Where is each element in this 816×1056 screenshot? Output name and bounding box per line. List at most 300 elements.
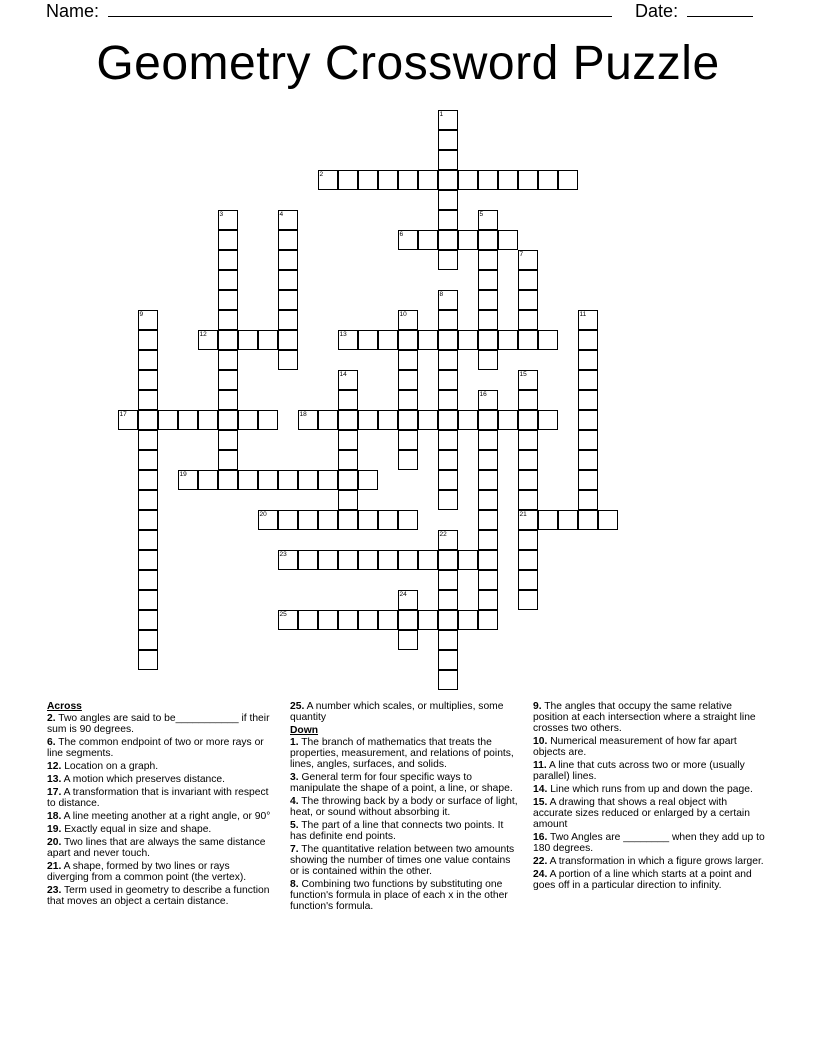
grid-cell[interactable] <box>138 310 158 330</box>
clue-text: A transformation that is invariant with respect to distance. <box>47 787 269 809</box>
grid-cell[interactable] <box>398 410 418 430</box>
grid-cell[interactable] <box>238 330 258 350</box>
grid-cell[interactable] <box>218 230 238 250</box>
cell-number: 15 <box>519 370 527 378</box>
down-heading: Down <box>290 725 319 736</box>
clues-column-1 <box>47 701 272 909</box>
grid-cell[interactable] <box>398 390 418 410</box>
grid-cell[interactable] <box>438 170 458 190</box>
grid-cell[interactable] <box>278 310 298 330</box>
grid-cell[interactable] <box>138 590 158 610</box>
grid-cell[interactable] <box>458 410 478 430</box>
grid-cell[interactable] <box>218 330 238 350</box>
cell-number: 10 <box>399 310 407 318</box>
grid-cell[interactable] <box>438 310 458 330</box>
clue-number: 13. <box>47 774 62 785</box>
grid-cell[interactable] <box>478 410 498 430</box>
grid-cell[interactable] <box>318 410 338 430</box>
grid-cell[interactable] <box>398 450 418 470</box>
grid-cell[interactable] <box>398 630 418 650</box>
grid-cell[interactable] <box>518 310 538 330</box>
grid-cell[interactable] <box>318 470 338 490</box>
grid-cell[interactable] <box>298 410 318 430</box>
grid-cell[interactable] <box>438 490 458 510</box>
grid-cell[interactable] <box>138 530 158 550</box>
cell-number: 7 <box>519 250 524 258</box>
grid-cell[interactable] <box>138 330 158 350</box>
grid-cell[interactable] <box>358 410 378 430</box>
grid-cell[interactable] <box>478 530 498 550</box>
grid-cell[interactable] <box>438 550 458 570</box>
grid-cell[interactable] <box>598 510 618 530</box>
grid-cell[interactable] <box>578 330 598 350</box>
grid-cell[interactable] <box>398 610 418 630</box>
cell-number: 20 <box>259 510 267 518</box>
grid-cell[interactable] <box>378 330 398 350</box>
grid-cell[interactable] <box>338 470 358 490</box>
grid-cell[interactable] <box>558 510 578 530</box>
grid-cell[interactable] <box>138 430 158 450</box>
grid-cell[interactable] <box>338 330 358 350</box>
clue-text: A portion of a line which starts at a point and goes off in a particular direction to infinity. <box>533 869 752 891</box>
grid-cell[interactable] <box>138 570 158 590</box>
grid-cell[interactable] <box>518 450 538 470</box>
grid-cell[interactable] <box>298 550 318 570</box>
grid-cell[interactable] <box>338 450 358 470</box>
grid-cell[interactable] <box>518 410 538 430</box>
grid-cell[interactable] <box>198 330 218 350</box>
grid-cell[interactable] <box>438 430 458 450</box>
clue-number: 2. <box>47 713 56 724</box>
cell-number: 11 <box>579 310 587 318</box>
grid-cell[interactable] <box>478 610 498 630</box>
grid-cell[interactable] <box>378 550 398 570</box>
grid-cell[interactable] <box>218 450 238 470</box>
grid-cell[interactable] <box>438 250 458 270</box>
cell-number: 2 <box>319 170 324 178</box>
grid-cell[interactable] <box>338 170 358 190</box>
cell-number: 6 <box>399 230 404 238</box>
grid-cell[interactable] <box>278 350 298 370</box>
grid-cell[interactable] <box>478 230 498 250</box>
grid-cell[interactable] <box>458 330 478 350</box>
clue-text: The part of a line that connects two points. It has definite end points. <box>290 820 504 842</box>
clue-number: 6. <box>47 737 56 748</box>
clue-number: 10. <box>533 736 548 747</box>
clue-number: 1. <box>290 737 299 748</box>
grid-cell[interactable] <box>558 170 578 190</box>
cell-number: 5 <box>479 210 484 218</box>
clues-column-3 <box>533 701 767 893</box>
grid-cell[interactable] <box>318 170 338 190</box>
grid-cell[interactable] <box>478 250 498 270</box>
name-label: Name: <box>46 1 100 21</box>
grid-cell[interactable] <box>278 230 298 250</box>
grid-cell[interactable] <box>358 550 378 570</box>
grid-cell[interactable] <box>418 330 438 350</box>
grid-cell[interactable] <box>138 470 158 490</box>
grid-cell[interactable] <box>378 410 398 430</box>
grid-cell[interactable] <box>398 170 418 190</box>
clue-text: A drawing that shows a real object with accurate sizes reduced or enlarged by a certain amount <box>533 797 750 830</box>
grid-cell[interactable] <box>358 330 378 350</box>
clue-text: A line meeting another at a right angle, or 90° <box>61 811 271 822</box>
grid-cell[interactable] <box>418 230 438 250</box>
grid-cell[interactable] <box>458 230 478 250</box>
grid-cell[interactable] <box>578 450 598 470</box>
clue-number: 12. <box>47 761 62 772</box>
grid-cell[interactable] <box>478 510 498 530</box>
clue-text: Two angles are said to be___________ if their sum is 90 degrees. <box>47 713 270 735</box>
grid-cell[interactable] <box>518 290 538 310</box>
grid-cell[interactable] <box>478 550 498 570</box>
across-clue <box>47 811 272 822</box>
grid-cell[interactable] <box>338 370 358 390</box>
grid-cell[interactable] <box>218 290 238 310</box>
grid-cell[interactable] <box>458 170 478 190</box>
grid-cell[interactable] <box>358 610 378 630</box>
grid-cell[interactable] <box>298 470 318 490</box>
clue-text: Two lines that are always the same distance apart and never touch. <box>47 837 266 859</box>
grid-cell[interactable] <box>578 510 598 530</box>
grid-cell[interactable] <box>478 290 498 310</box>
grid-cell[interactable] <box>138 650 158 670</box>
grid-cell[interactable] <box>398 510 418 530</box>
grid-cell[interactable] <box>398 550 418 570</box>
grid-cell[interactable] <box>398 590 418 610</box>
grid-cell[interactable] <box>398 430 418 450</box>
grid-cell[interactable] <box>318 550 338 570</box>
clue-number: 22. <box>533 856 548 867</box>
grid-cell[interactable] <box>578 490 598 510</box>
grid-cell[interactable] <box>138 510 158 530</box>
grid-cell[interactable] <box>238 410 258 430</box>
grid-cell[interactable] <box>278 330 298 350</box>
clue-number: 20. <box>47 837 62 848</box>
grid-cell[interactable] <box>498 230 518 250</box>
cell-number: 12 <box>199 330 207 338</box>
clues-column-2 <box>290 701 522 914</box>
grid-cell[interactable] <box>278 270 298 290</box>
grid-cell[interactable] <box>578 470 598 490</box>
grid-cell[interactable] <box>278 290 298 310</box>
grid-cell[interactable] <box>538 510 558 530</box>
grid-cell[interactable] <box>438 330 458 350</box>
grid-cell[interactable] <box>438 630 458 650</box>
grid-cell[interactable] <box>258 470 278 490</box>
grid-cell[interactable] <box>398 330 418 350</box>
grid-cell[interactable] <box>338 550 358 570</box>
clue-number: 5. <box>290 820 299 831</box>
clue-number: 18. <box>47 811 62 822</box>
grid-cell[interactable] <box>398 310 418 330</box>
grid-cell[interactable] <box>438 590 458 610</box>
grid-cell[interactable] <box>478 430 498 450</box>
grid-cell[interactable] <box>118 410 138 430</box>
grid-cell[interactable] <box>138 450 158 470</box>
grid-cell[interactable] <box>518 250 538 270</box>
down-clue <box>533 760 767 782</box>
across-clue <box>47 737 272 759</box>
grid-cell[interactable] <box>138 410 158 430</box>
grid-cell[interactable] <box>218 310 238 330</box>
grid-cell[interactable] <box>138 630 158 650</box>
clue-text: A line that cuts across two or more (usually parallel) lines. <box>533 760 745 782</box>
grid-cell[interactable] <box>478 470 498 490</box>
grid-cell[interactable] <box>438 230 458 250</box>
across-clue <box>47 787 272 809</box>
grid-cell[interactable] <box>518 430 538 450</box>
grid-cell[interactable] <box>438 390 458 410</box>
grid-cell[interactable] <box>518 470 538 490</box>
grid-cell[interactable] <box>538 170 558 190</box>
grid-cell[interactable] <box>318 510 338 530</box>
grid-cell[interactable] <box>478 490 498 510</box>
grid-cell[interactable] <box>218 210 238 230</box>
grid-cell[interactable] <box>478 390 498 410</box>
across-clue <box>47 885 272 907</box>
grid-cell[interactable] <box>438 290 458 310</box>
across-clue-list-continued <box>290 701 522 723</box>
grid-cell[interactable] <box>518 170 538 190</box>
down-clue <box>533 736 767 758</box>
grid-cell[interactable] <box>218 390 238 410</box>
grid-cell[interactable] <box>138 350 158 370</box>
cell-number: 24 <box>399 590 407 598</box>
grid-cell[interactable] <box>478 330 498 350</box>
grid-cell[interactable] <box>478 210 498 230</box>
grid-cell[interactable] <box>438 470 458 490</box>
grid-cell[interactable] <box>298 510 318 530</box>
cell-number: 1 <box>439 110 444 118</box>
clue-text: A number which scales, or multiplies, some quantity <box>290 701 504 723</box>
grid-cell[interactable] <box>218 430 238 450</box>
clue-text: A shape, formed by two lines or rays diverging from a common point (the vertex). <box>47 861 247 883</box>
grid-cell[interactable] <box>278 210 298 230</box>
grid-cell[interactable] <box>538 410 558 430</box>
grid-cell[interactable] <box>438 410 458 430</box>
grid-cell[interactable] <box>518 550 538 570</box>
grid-cell[interactable] <box>358 510 378 530</box>
grid-cell[interactable] <box>578 410 598 430</box>
grid-cell[interactable] <box>258 410 278 430</box>
grid-cell[interactable] <box>438 610 458 630</box>
grid-cell[interactable] <box>138 490 158 510</box>
clue-text: The throwing back by a body or surface of light, heat, or sound without absorbing it. <box>290 796 518 818</box>
grid-cell[interactable] <box>478 450 498 470</box>
grid-cell[interactable] <box>478 270 498 290</box>
grid-cell[interactable] <box>498 170 518 190</box>
across-clue-list <box>47 713 272 907</box>
grid-cell[interactable] <box>518 510 538 530</box>
grid-cell[interactable] <box>178 410 198 430</box>
grid-cell[interactable] <box>438 110 458 130</box>
grid-cell[interactable] <box>578 310 598 330</box>
down-clue <box>290 772 522 794</box>
down-clue <box>290 820 522 842</box>
grid-cell[interactable] <box>398 350 418 370</box>
down-clue <box>533 701 767 734</box>
grid-cell[interactable] <box>138 390 158 410</box>
grid-cell[interactable] <box>518 490 538 510</box>
across-clue <box>47 774 272 785</box>
grid-cell[interactable] <box>518 270 538 290</box>
grid-cell[interactable] <box>438 530 458 550</box>
grid-cell[interactable] <box>298 610 318 630</box>
across-clue <box>290 701 522 723</box>
grid-cell[interactable] <box>198 470 218 490</box>
grid-cell[interactable] <box>218 410 238 430</box>
grid-cell[interactable] <box>478 310 498 330</box>
grid-cell[interactable] <box>578 350 598 370</box>
grid-cell[interactable] <box>338 410 358 430</box>
clue-number: 14. <box>533 784 548 795</box>
grid-cell[interactable] <box>378 610 398 630</box>
grid-cell[interactable] <box>278 510 298 530</box>
grid-cell[interactable] <box>238 470 258 490</box>
clue-text: General term for four specific ways to manipulate the shape of a point, a line, or shape. <box>290 772 513 794</box>
down-clue <box>533 832 767 854</box>
clue-text: Exactly equal in size and shape. <box>61 824 212 835</box>
across-clue <box>47 861 272 883</box>
clue-number: 23. <box>47 885 62 896</box>
grid-cell[interactable] <box>518 370 538 390</box>
grid-cell[interactable] <box>278 550 298 570</box>
grid-cell[interactable] <box>518 530 538 550</box>
grid-cell[interactable] <box>198 410 218 430</box>
grid-cell[interactable] <box>478 590 498 610</box>
grid-cell[interactable] <box>278 610 298 630</box>
clue-number: 24. <box>533 869 548 880</box>
grid-cell[interactable] <box>498 410 518 430</box>
grid-cell[interactable] <box>478 570 498 590</box>
grid-cell[interactable] <box>418 610 438 630</box>
cell-number: 8 <box>439 290 444 298</box>
grid-cell[interactable] <box>418 550 438 570</box>
grid-cell[interactable] <box>518 390 538 410</box>
grid-cell[interactable] <box>578 430 598 450</box>
grid-cell[interactable] <box>518 590 538 610</box>
grid-cell[interactable] <box>458 550 478 570</box>
grid-cell[interactable] <box>278 250 298 270</box>
grid-cell[interactable] <box>338 490 358 510</box>
grid-cell[interactable] <box>438 370 458 390</box>
grid-cell[interactable] <box>418 410 438 430</box>
grid-cell[interactable] <box>438 210 458 230</box>
cell-number: 3 <box>219 210 224 218</box>
clue-number: 4. <box>290 796 299 807</box>
clue-text: Numerical measurement of how far apart objects are. <box>533 736 737 758</box>
cell-number: 21 <box>519 510 527 518</box>
grid-cell[interactable] <box>138 550 158 570</box>
grid-cell[interactable] <box>438 450 458 470</box>
grid-cell[interactable] <box>218 470 238 490</box>
grid-cell[interactable] <box>338 510 358 530</box>
clue-text: Term used in geometry to describe a function that moves an object a certain distance. <box>47 885 270 907</box>
grid-cell[interactable] <box>518 330 538 350</box>
grid-cell[interactable] <box>178 470 198 490</box>
clue-text: The branch of mathematics that treats the properties, measurement, and relations of points, lines, angles, surfaces, and solids. <box>290 737 514 770</box>
clue-number: 21. <box>47 861 62 872</box>
grid-cell[interactable] <box>318 610 338 630</box>
grid-cell[interactable] <box>218 350 238 370</box>
grid-cell[interactable] <box>358 170 378 190</box>
grid-cell[interactable] <box>258 510 278 530</box>
across-heading: Across <box>47 701 82 712</box>
grid-cell[interactable] <box>138 610 158 630</box>
grid-cell[interactable] <box>538 330 558 350</box>
grid-cell[interactable] <box>338 430 358 450</box>
grid-cell[interactable] <box>258 330 278 350</box>
grid-cell[interactable] <box>138 370 158 390</box>
cell-number: 13 <box>339 330 347 338</box>
clue-number: 25. <box>290 701 305 712</box>
grid-cell[interactable] <box>438 150 458 170</box>
down-clue <box>290 879 522 912</box>
clue-number: 11. <box>533 760 547 771</box>
grid-cell[interactable] <box>438 650 458 670</box>
grid-cell[interactable] <box>498 330 518 350</box>
cell-number: 4 <box>279 210 284 218</box>
grid-cell[interactable] <box>218 250 238 270</box>
down-clue <box>533 869 767 891</box>
clue-number: 19. <box>47 824 62 835</box>
grid-cell[interactable] <box>518 570 538 590</box>
clue-number: 16. <box>533 832 548 843</box>
grid-cell[interactable] <box>578 370 598 390</box>
grid-cell[interactable] <box>438 350 458 370</box>
grid-cell[interactable] <box>338 610 358 630</box>
grid-cell[interactable] <box>218 270 238 290</box>
grid-cell[interactable] <box>478 350 498 370</box>
across-clue <box>47 713 272 735</box>
down-clue <box>533 797 767 830</box>
clue-text: The angles that occupy the same relative position at each intersection where a straight line crosses two others. <box>533 701 756 734</box>
grid-cell[interactable] <box>398 230 418 250</box>
grid-cell[interactable] <box>418 170 438 190</box>
grid-cell[interactable] <box>578 390 598 410</box>
cell-number: 17 <box>119 410 127 418</box>
cell-number: 9 <box>139 310 144 318</box>
cell-number: 18 <box>299 410 307 418</box>
grid-cell[interactable] <box>458 610 478 630</box>
grid-cell[interactable] <box>218 370 238 390</box>
clue-number: 17. <box>47 787 62 798</box>
cell-number: 25 <box>279 610 287 618</box>
down-clue <box>290 737 522 770</box>
grid-cell[interactable] <box>158 410 178 430</box>
grid-cell[interactable] <box>438 670 458 690</box>
date-label: Date: <box>635 1 679 21</box>
cell-number: 19 <box>179 470 187 478</box>
grid-cell[interactable] <box>338 390 358 410</box>
grid-cell[interactable] <box>378 510 398 530</box>
grid-cell[interactable] <box>378 170 398 190</box>
clue-text: A transformation in which a figure grows larger. <box>547 856 764 867</box>
clue-text: A motion which preserves distance. <box>61 774 226 785</box>
grid-cell[interactable] <box>438 130 458 150</box>
grid-cell[interactable] <box>398 370 418 390</box>
cell-number: 16 <box>479 390 487 398</box>
grid-cell[interactable] <box>438 570 458 590</box>
page-title: Geometry Crossword Puzzle <box>96 37 720 90</box>
grid-cell[interactable] <box>278 470 298 490</box>
grid-cell[interactable] <box>438 190 458 210</box>
grid-cell[interactable] <box>358 470 378 490</box>
clue-number: 3. <box>290 772 299 783</box>
grid-cell[interactable] <box>478 170 498 190</box>
clue-text: Location on a graph. <box>61 761 159 772</box>
